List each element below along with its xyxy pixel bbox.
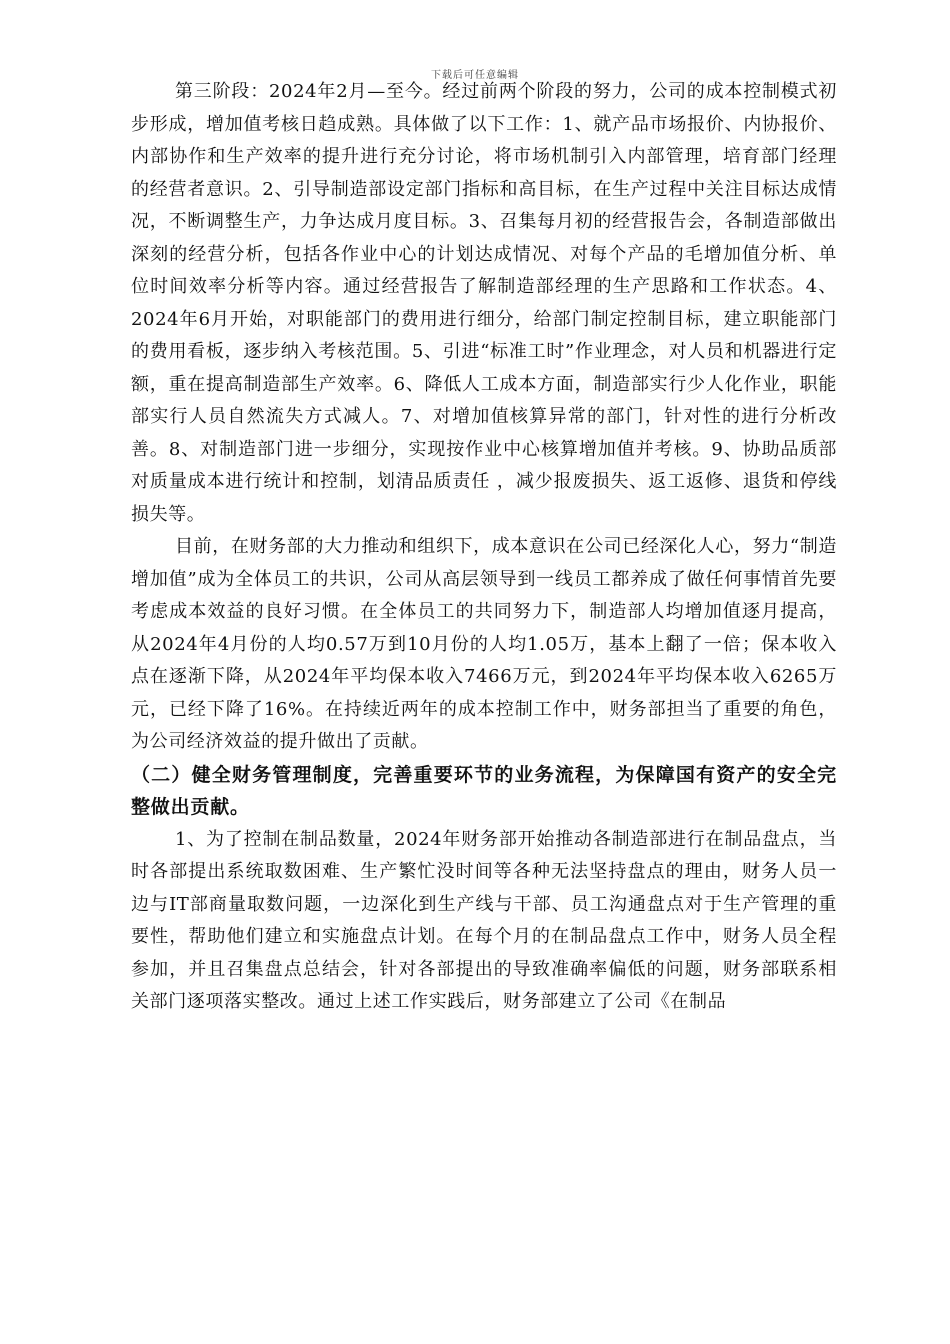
download-watermark: 下载后可任意编辑 (431, 70, 519, 81)
paragraph-wip-inventory: 1、为了控制在制品数量，2024年财务部开始推动各制造部进行在制品盘点，当时各部提出系统取数困难、生产繁忙没时间等各种无法坚持盘点的理由，财务人员一边与IT部商量取数问题，一边深化到生产线与干部、员工沟通盘点对于生产管理的重要性，帮助他们建立和实施盘点计划。在每个月的在制品盘点工作中，财务人员全程参加，并且召集盘点总结会，针对各部提出的导致准确率偏低的问题，财务部联系相关部门逐项落实整改。通过上述工作实践后，财务部建立了公司《在制品 (131, 828, 837, 1012)
document-body (131, 76, 837, 1019)
paragraph-current-status: 目前，在财务部的大力推动和组织下，成本意识在公司已经深化人心，努力“制造增加值”成为全体员工的共识，公司从高层领导到一线员工都养成了做任何事情首先要考虑成本效益的良好习惯。在全体员工的共同努力下，制造部人均增加值逐月提高，从2024年4月份的人均0.57万到10月份的人均1.05万，基本上翻了一倍；保本收入点在逐渐下降，从2024年平均保本收入7466万元，到2024年平均保本收入6265万元，已经下降了16%。在持续近两年的成本控制工作中，财务部担当了重要的角色，为公司经济效益的提升做出了贡献。 (131, 536, 837, 752)
section-heading-two: （二）健全财务管理制度，完善重要环节的业务流程，为保障国有资产的安全完整做出贡献。 (131, 763, 837, 818)
paragraph-stage-three: 第三阶段：2024年2月—至今。经过前两个阶段的努力，公司的成本控制模式初步形成，增加值考核日趋成熟。具体做了以下工作：1、就产品市场报价、内协报价、内部协作和生产效率的提升进行充分讨论，将市场机制引入内部管理，培育部门经理的经营者意识。2、引导制造部设定部门指标和高目标，在生产过程中关注目标达成情况，不断调整生产，力争达成月度目标。3、召集每月初的经营报告会，各制造部做出深刻的经营分析，包括各作业中心的计划达成情况、对每个产品的毛增加值分析、单位时间效率分析等内容。通过经营报告了解制造部经理的生产思路和工作状态。4、2024年6月开始，对职能部门的费用进行细分，给部门制定控制目标，建立职能部门的费用看板，逐步纳入考核范围。5、引进“标准工时”作业理念，对人员和机器进行定额，重在提高制造部生产效率。6、降低人工成本方面，制造部实行少人化作业，职能部实行人员自然流失方式减人。7、对增加值核算异常的部门，针对性的进行分析改善。8、对制造部门进一步细分，实现按作业中心核算增加值并考核。9、协助品质部对质量成本进行统计和控制，划清品质责任 ，减少报废损失、返工返修、退货和停线损失等。 (131, 81, 837, 525)
